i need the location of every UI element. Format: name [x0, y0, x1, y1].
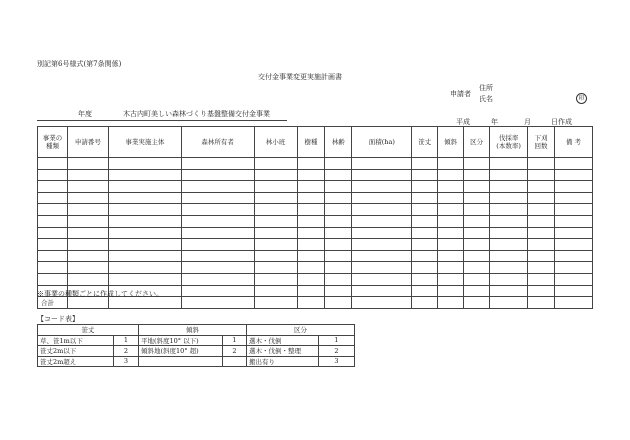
plan-table-cell[interactable] [352, 262, 412, 274]
plan-table-cell[interactable] [528, 285, 555, 297]
plan-table-cell[interactable] [38, 169, 68, 181]
plan-table-row [38, 215, 593, 227]
code-label: 選木・伐倒 [247, 335, 319, 346]
plan-table-row [38, 250, 593, 262]
plan-table-cell[interactable] [412, 239, 438, 251]
plan-table-cell[interactable] [297, 262, 325, 274]
plan-table-cell[interactable] [555, 227, 593, 239]
code-value [223, 356, 247, 367]
plan-table-row [38, 192, 593, 204]
plan-table-cell[interactable] [352, 250, 412, 262]
applicant-label: 申請者 [450, 90, 471, 98]
code-label: 笹丈2m超え [38, 356, 114, 367]
plan-table-cell[interactable] [108, 169, 181, 181]
plan-table-cell[interactable] [108, 227, 181, 239]
plan-table-cell[interactable] [528, 169, 555, 181]
header-remarks: 備 考 [555, 127, 593, 158]
plan-table-cell[interactable] [464, 215, 490, 227]
plan-table-cell[interactable] [181, 273, 254, 285]
plan-table-row [38, 262, 593, 274]
plan-table-cell[interactable] [108, 273, 181, 285]
plan-table-cell[interactable] [254, 250, 297, 262]
plan-table-cell[interactable] [438, 273, 464, 285]
plan-table-cell[interactable] [67, 273, 108, 285]
plan-table-header-row [38, 127, 593, 158]
plan-table-cell[interactable] [254, 169, 297, 181]
plan-table-cell[interactable] [67, 204, 108, 216]
plan-table-cell[interactable] [528, 181, 555, 193]
plan-table-cell[interactable] [555, 215, 593, 227]
code-header-slope: 傾斜 [139, 325, 247, 336]
total-cell[interactable] [325, 297, 352, 309]
plan-table-cell[interactable] [464, 227, 490, 239]
plan-table-cell[interactable] [67, 262, 108, 274]
plan-table-cell[interactable] [464, 273, 490, 285]
plan-table-cell[interactable] [490, 285, 528, 297]
plan-table-cell[interactable] [181, 250, 254, 262]
plan-table-cell[interactable] [297, 169, 325, 181]
plan-table-cell[interactable] [297, 215, 325, 227]
date-era: 平成 [456, 118, 470, 126]
plan-table-row [38, 273, 593, 285]
form-reference: 別記第6号様式(第7条関係) [37, 60, 122, 68]
header-stand-age: 林齢 [325, 127, 352, 158]
plan-table-cell[interactable] [555, 285, 593, 297]
plan-table-cell[interactable] [254, 239, 297, 251]
plan-table-cell[interactable] [325, 227, 352, 239]
plan-table-cell[interactable] [181, 227, 254, 239]
plan-table-cell[interactable] [438, 239, 464, 251]
plan-table-cell[interactable] [297, 239, 325, 251]
plan-table-cell[interactable] [464, 285, 490, 297]
plan-table-cell[interactable] [438, 215, 464, 227]
code-header-bamboo-height: 笹丈 [38, 325, 139, 336]
plan-table-cell[interactable] [490, 227, 528, 239]
plan-table-cell[interactable] [181, 262, 254, 274]
plan-table-cell[interactable] [254, 273, 297, 285]
plan-table-cell[interactable] [38, 204, 68, 216]
plan-table-cell[interactable] [38, 192, 68, 204]
plan-table-cell[interactable] [325, 181, 352, 193]
plan-table-cell[interactable] [464, 169, 490, 181]
date-suffix: 日作成 [551, 118, 572, 126]
total-label: 合計 [38, 297, 68, 309]
code-label [139, 356, 223, 367]
plan-table-cell[interactable] [555, 250, 593, 262]
plan-table-cell[interactable] [181, 239, 254, 251]
plan-table-cell[interactable] [254, 262, 297, 274]
plan-table-cell[interactable] [181, 169, 254, 181]
plan-table-cell[interactable] [528, 262, 555, 274]
plan-table-cell[interactable] [325, 250, 352, 262]
plan-table-cell[interactable] [438, 169, 464, 181]
plan-table-cell[interactable] [325, 204, 352, 216]
plan-table-cell[interactable] [297, 273, 325, 285]
header-project-type: 事業の 種類 [38, 127, 68, 158]
plan-table-cell[interactable] [464, 250, 490, 262]
plan-table-cell[interactable] [108, 262, 181, 274]
code-value: 1 [319, 335, 355, 346]
plan-table-cell[interactable] [38, 239, 68, 251]
total-cell[interactable] [528, 297, 555, 309]
header-implementing-body: 事業実施主体 [108, 127, 181, 158]
plan-table-cell[interactable] [108, 250, 181, 262]
plan-table-cell[interactable] [67, 158, 108, 170]
plan-table-cell[interactable] [38, 273, 68, 285]
plan-table-row [38, 181, 593, 193]
plan-table-cell[interactable] [490, 181, 528, 193]
plan-table-row [38, 169, 593, 181]
plan-table-cell[interactable] [555, 181, 593, 193]
total-cell[interactable] [555, 297, 593, 309]
plan-table-cell[interactable] [490, 215, 528, 227]
plan-table-cell[interactable] [412, 273, 438, 285]
plan-table-cell[interactable] [528, 273, 555, 285]
date-month: 月 [524, 118, 531, 126]
plan-table-cell[interactable] [108, 239, 181, 251]
plan-table-cell[interactable] [297, 181, 325, 193]
name-label: 氏名 [479, 95, 493, 103]
code-value: 1 [223, 335, 247, 346]
header-forest-owner: 森林所有者 [181, 127, 254, 158]
code-row [38, 346, 355, 357]
plan-table-cell[interactable] [325, 285, 352, 297]
plan-table-cell[interactable] [352, 239, 412, 251]
plan-table-cell[interactable] [297, 204, 325, 216]
seal-mark: 印 [576, 93, 587, 104]
plan-table-cell[interactable] [108, 204, 181, 216]
project-underline [37, 120, 287, 121]
header-area: 面積(ha) [352, 127, 412, 158]
plan-table-cell[interactable] [490, 262, 528, 274]
header-application-no: 申請番号 [67, 127, 108, 158]
plan-table-cell[interactable] [528, 192, 555, 204]
plan-table-cell[interactable] [412, 262, 438, 274]
plan-table-cell[interactable] [38, 158, 68, 170]
plan-table-cell[interactable] [352, 158, 412, 170]
plan-table-cell[interactable] [490, 273, 528, 285]
code-table [37, 324, 355, 367]
plan-table-cell[interactable] [555, 239, 593, 251]
plan-table-cell[interactable] [464, 158, 490, 170]
date-year: 年 [491, 118, 498, 126]
plan-table-cell[interactable] [412, 250, 438, 262]
plan-table-cell[interactable] [352, 215, 412, 227]
header-weeding-count: 下刈 回数 [528, 127, 555, 158]
plan-table-cell[interactable] [325, 273, 352, 285]
plan-table-cell[interactable] [108, 181, 181, 193]
plan-table-cell[interactable] [528, 239, 555, 251]
total-cell[interactable] [412, 297, 438, 309]
plan-table-cell[interactable] [297, 227, 325, 239]
plan-table-cell[interactable] [67, 227, 108, 239]
plan-table-cell[interactable] [352, 192, 412, 204]
header-forest-compartment: 林小班 [254, 127, 297, 158]
plan-table-cell[interactable] [254, 285, 297, 297]
plan-table-cell[interactable] [38, 250, 68, 262]
plan-table-cell[interactable] [67, 181, 108, 193]
plan-table-cell[interactable] [254, 227, 297, 239]
plan-table-cell[interactable] [181, 215, 254, 227]
plan-table-cell[interactable] [412, 169, 438, 181]
code-value: 2 [114, 346, 139, 357]
plan-table-cell[interactable] [108, 215, 181, 227]
plan-table-cell[interactable] [412, 181, 438, 193]
plan-table-cell[interactable] [438, 192, 464, 204]
plan-table-cell[interactable] [67, 192, 108, 204]
code-row [38, 335, 355, 346]
code-table-header-row [38, 325, 355, 336]
plan-table-cell[interactable] [555, 262, 593, 274]
plan-table-cell[interactable] [555, 273, 593, 285]
total-cell[interactable] [490, 297, 528, 309]
plan-table-cell[interactable] [438, 204, 464, 216]
code-value: 1 [114, 335, 139, 346]
plan-table-cell[interactable] [325, 215, 352, 227]
code-value: 3 [114, 356, 139, 367]
plan-table-row [38, 204, 593, 216]
plan-table-cell[interactable] [67, 250, 108, 262]
plan-table-cell[interactable] [528, 204, 555, 216]
plan-table-cell[interactable] [352, 273, 412, 285]
plan-table-cell[interactable] [67, 169, 108, 181]
plan-table-cell[interactable] [325, 169, 352, 181]
plan-table-cell[interactable] [67, 239, 108, 251]
total-cell[interactable] [352, 297, 412, 309]
plan-table-cell[interactable] [352, 204, 412, 216]
plan-table-cell[interactable] [464, 262, 490, 274]
plan-table-cell[interactable] [490, 239, 528, 251]
plan-table-cell[interactable] [490, 250, 528, 262]
plan-table-cell[interactable] [438, 227, 464, 239]
plan-table-cell[interactable] [528, 215, 555, 227]
plan-table-cell[interactable] [464, 204, 490, 216]
plan-table-cell[interactable] [352, 285, 412, 297]
plan-table-cell[interactable] [528, 158, 555, 170]
plan-table-cell[interactable] [181, 285, 254, 297]
plan-table-cell[interactable] [555, 192, 593, 204]
plan-table-cell[interactable] [297, 158, 325, 170]
total-cell[interactable] [254, 297, 297, 309]
plan-table-cell[interactable] [297, 285, 325, 297]
plan-table-body [38, 158, 593, 309]
plan-table-cell[interactable] [490, 192, 528, 204]
total-cell[interactable] [297, 297, 325, 309]
plan-table-cell[interactable] [555, 158, 593, 170]
plan-table-cell[interactable] [490, 158, 528, 170]
plan-table-cell[interactable] [438, 181, 464, 193]
plan-table-cell[interactable] [108, 158, 181, 170]
plan-table-cell[interactable] [181, 181, 254, 193]
plan-table-cell[interactable] [297, 192, 325, 204]
plan-table-cell[interactable] [464, 192, 490, 204]
code-table-title: 【コード表】 [37, 315, 79, 323]
total-cell[interactable] [464, 297, 490, 309]
plan-table-cell[interactable] [352, 181, 412, 193]
code-label: 草、笹1m以下 [38, 335, 114, 346]
plan-table-cell[interactable] [254, 181, 297, 193]
plan-table-cell[interactable] [464, 181, 490, 193]
plan-table-cell[interactable] [438, 250, 464, 262]
plan-table-cell[interactable] [325, 262, 352, 274]
plan-table-cell[interactable] [254, 204, 297, 216]
document-title: 交付金事業変更実施計画書 [258, 73, 342, 81]
code-label: 傾斜地(斜度10° 超) [139, 346, 223, 357]
plan-table [37, 126, 593, 309]
code-header-category: 区分 [247, 325, 355, 336]
plan-table-cell[interactable] [438, 262, 464, 274]
plan-table-cell[interactable] [38, 227, 68, 239]
plan-table-row [38, 227, 593, 239]
code-value: 2 [223, 346, 247, 357]
code-value: 3 [319, 356, 355, 367]
plan-table-cell[interactable] [325, 239, 352, 251]
plan-table-cell[interactable] [412, 227, 438, 239]
plan-table-cell[interactable] [38, 262, 68, 274]
code-row [38, 356, 355, 367]
plan-table-row [38, 239, 593, 251]
plan-table-cell[interactable] [38, 181, 68, 193]
project-name: 木古内町美しい森林づくり基盤整備交付金事業 [123, 110, 270, 118]
plan-table-cell[interactable] [254, 215, 297, 227]
plan-table-cell[interactable] [412, 158, 438, 170]
plan-table-cell[interactable] [490, 204, 528, 216]
plan-table-cell[interactable] [412, 285, 438, 297]
plan-table-cell[interactable] [325, 158, 352, 170]
total-cell[interactable] [181, 297, 254, 309]
code-label: 笹丈2m以下 [38, 346, 114, 357]
header-bamboo-height: 笹丈 [412, 127, 438, 158]
plan-table-cell[interactable] [412, 215, 438, 227]
plan-table-cell[interactable] [254, 192, 297, 204]
header-category: 区分 [464, 127, 490, 158]
address-label: 住所 [479, 84, 493, 92]
plan-table-cell[interactable] [464, 239, 490, 251]
plan-table-cell[interactable] [67, 215, 108, 227]
fiscal-year-label: 年度 [78, 110, 92, 118]
plan-table-cell[interactable] [555, 204, 593, 216]
plan-table-cell[interactable] [325, 192, 352, 204]
plan-table-cell[interactable] [555, 169, 593, 181]
code-value: 2 [319, 346, 355, 357]
plan-table-cell[interactable] [438, 158, 464, 170]
code-label: 平地(斜度10° 以下) [139, 335, 223, 346]
plan-table-row [38, 158, 593, 170]
plan-table-cell[interactable] [181, 158, 254, 170]
plan-table-cell[interactable] [254, 158, 297, 170]
header-felling-rate: 伐採率 (本数率) [490, 127, 528, 158]
plan-table-cell[interactable] [412, 204, 438, 216]
code-label: 搬出有り [247, 356, 319, 367]
plan-table-cell[interactable] [181, 204, 254, 216]
total-cell[interactable] [438, 297, 464, 309]
plan-table-cell[interactable] [352, 227, 412, 239]
plan-table-cell[interactable] [38, 215, 68, 227]
code-label: 選木・伐倒・整理 [247, 346, 319, 357]
plan-table-cell[interactable] [528, 250, 555, 262]
plan-table-cell[interactable] [412, 192, 438, 204]
instruction-note: ※事業の種類ごとに作成してください。 [37, 290, 163, 298]
header-tree-species: 樹種 [297, 127, 325, 158]
plan-table-cell[interactable] [297, 250, 325, 262]
plan-table-cell[interactable] [490, 169, 528, 181]
plan-table-cell[interactable] [438, 285, 464, 297]
plan-table-cell[interactable] [352, 169, 412, 181]
plan-table-cell[interactable] [108, 192, 181, 204]
plan-table-cell[interactable] [181, 192, 254, 204]
header-slope: 傾斜 [438, 127, 464, 158]
plan-table-cell[interactable] [528, 227, 555, 239]
